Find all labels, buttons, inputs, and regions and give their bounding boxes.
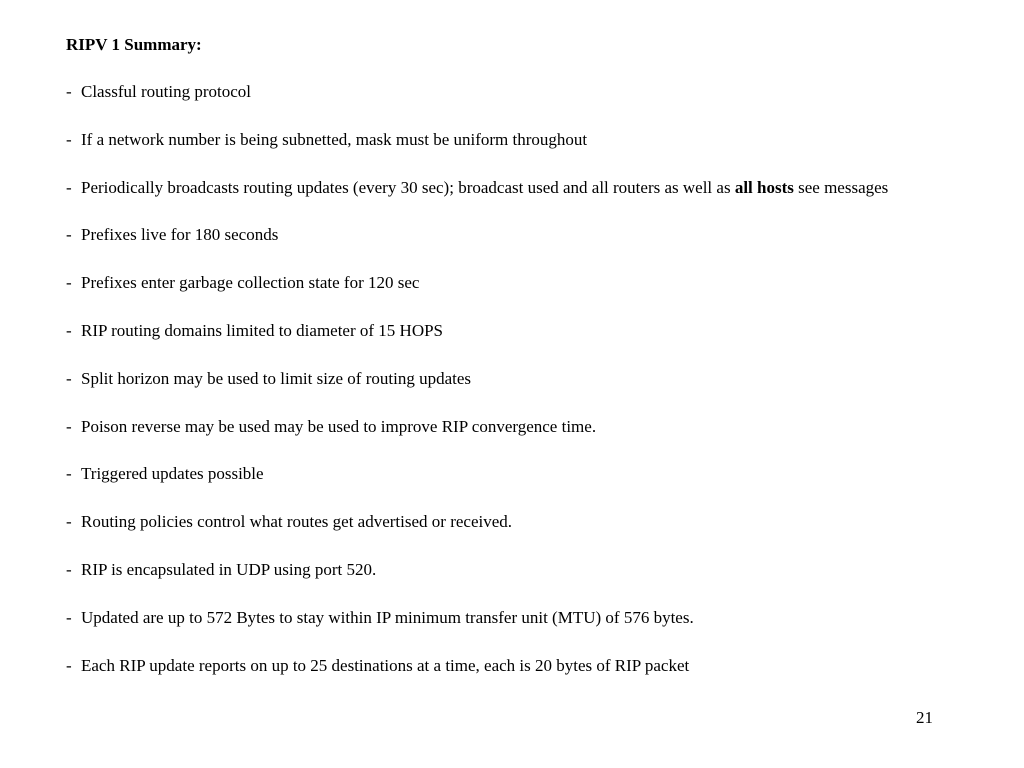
item-text: Prefixes enter garbage collection state for 120 sec (81, 273, 420, 293)
item-text: Periodically broadcasts routing updates (every 30 sec); broadcast used and all routers as well as (81, 177, 735, 197)
list-item (66, 224, 888, 272)
item-text: Updated are up to 572 Bytes to stay within IP minimum transfer unit (MTU) of 576 bytes. (81, 607, 694, 627)
list-item (66, 463, 888, 511)
page-number: 21 (916, 708, 933, 727)
bullet-dash: - (66, 225, 72, 245)
item-text: Prefixes live for 180 seconds (81, 225, 279, 245)
item-bold-text: all hosts (734, 177, 794, 197)
list-item (66, 416, 888, 464)
list-item (66, 272, 888, 320)
list-item (66, 129, 888, 177)
list-item (66, 368, 888, 416)
list-item (66, 320, 888, 368)
item-text: RIP is encapsulated in UDP using port 520. (81, 559, 377, 579)
bullet-dash: - (66, 559, 72, 579)
list-item (66, 559, 888, 607)
bullet-dash: - (66, 82, 72, 101)
list-item (66, 607, 888, 655)
item-text: If a network number is being subnetted, mask must be uniform throughout (81, 129, 588, 149)
bullet-dash: - (66, 320, 72, 340)
bullet-dash: - (66, 416, 72, 436)
item-text: Split horizon may be used to limit size of routing updates (81, 368, 471, 388)
item-text: Triggered updates possible (81, 464, 264, 484)
bullet-dash: - (66, 607, 72, 627)
bullet-dash: - (66, 512, 72, 532)
bullet-dash: - (66, 177, 72, 197)
slide-title: RIPV 1 Summary: (66, 35, 202, 54)
list-item (66, 655, 888, 703)
bullet-dash: - (66, 368, 72, 388)
summary-list (66, 81, 888, 702)
item-text: Each RIP update reports on up to 25 destinations at a time, each is 20 bytes of RIP packet (81, 655, 690, 675)
item-text-continued: see messages (793, 177, 889, 197)
bullet-dash: - (66, 273, 72, 293)
item-text: Poison reverse may be used may be used to improve RIP convergence time. (81, 416, 597, 436)
list-item (66, 177, 888, 225)
item-text: Classful routing protocol (81, 82, 251, 101)
list-item (66, 511, 888, 559)
bullet-dash: - (66, 464, 72, 484)
item-text: RIP routing domains limited to diameter of 15 HOPS (81, 320, 444, 340)
list-item (66, 81, 888, 129)
item-text: Routing policies control what routes get advertised or received. (81, 512, 513, 532)
bullet-dash: - (66, 129, 72, 149)
bullet-dash: - (66, 655, 72, 675)
